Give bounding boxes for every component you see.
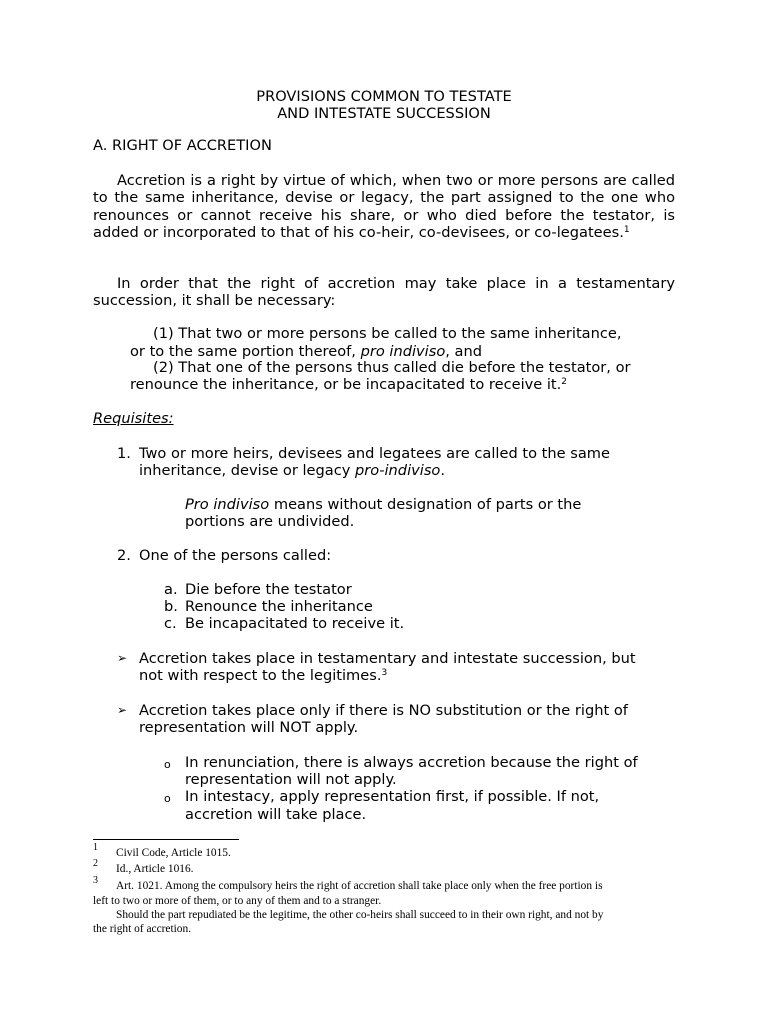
footnote-3-line-2: left to two or more of them, or to any of them and to a stranger. — [93, 895, 382, 907]
footnote-3-line-3: Should the part repudiated be the legitime, the other co-heirs shall succeed to in their own right, and not by — [116, 909, 604, 921]
sub-item-a-letter: a. — [164, 581, 178, 598]
footnote-2-text: Id., Article 1016. — [116, 863, 194, 875]
sub-item-c-letter: c. — [164, 615, 177, 632]
page-title-line-1: PROVISIONS COMMON TO TESTATE — [256, 88, 512, 105]
footnote-3-line-1: Art. 1021. Among the compulsory heirs the right of accretion shall take place only when the free portion is — [116, 880, 603, 892]
footnote-1-text: Civil Code, Article 1015. — [116, 847, 231, 859]
sub-item-c-text: Be incapacitated to receive it. — [185, 615, 405, 632]
requisite-2-text: One of the persons called: — [139, 547, 332, 564]
footnote-2-number: 2 — [93, 858, 98, 869]
page-title-line-2: AND INTESTATE SUCCESSION — [277, 105, 491, 122]
requisite-1-number: 1. — [117, 445, 131, 462]
sub-item-b-letter: b. — [164, 598, 178, 615]
sub-bullet-2-line-2: accretion will take place. — [185, 806, 367, 823]
condition-2-line-2: renounce the inheritance, or be incapacitated to receive it.$^2$ — [130, 376, 568, 393]
paragraph-conditions-intro — [93, 275, 675, 310]
paragraph-accretion-definition — [93, 172, 675, 242]
sub-item-b-text: Renounce the inheritance — [185, 598, 373, 615]
sub-bullet-1-line-1: In renunciation, there is always accretion because the right of — [185, 754, 638, 771]
bullet-2-line-2: representation will NOT apply. — [139, 719, 359, 736]
footnote-separator — [93, 839, 239, 840]
footnote-ref-1: 1 — [623, 225, 630, 236]
condition-2-line-1: (2) That one of the persons thus called die before the testator, or — [153, 359, 631, 376]
footnote-3-number: 3 — [93, 875, 98, 886]
circle-bullet-icon: o — [164, 792, 171, 805]
requisite-2-number: 2. — [117, 547, 131, 564]
section-heading: A. RIGHT OF ACCRETION — [93, 137, 272, 154]
bullet-1-line-1: Accretion takes place in testamentary and intestate succession, but — [139, 650, 636, 667]
footnote-3-line-4: the right of accretion. — [93, 923, 192, 935]
sub-bullet-2-line-1: In intestacy, apply representation first, if possible. If not, — [185, 788, 600, 805]
requisites-label: Requisites: — [93, 410, 174, 427]
requisite-1-line-1: Two or more heirs, devisees and legatees are called to the same — [139, 445, 610, 462]
requisite-1-line-2: inheritance, devise or legacy pro-indiviso. — [139, 462, 445, 479]
paragraph-text: In order that the right of accretion may take place in a testamentary succession, it shall be necessary: — [93, 275, 675, 310]
requisite-1-note-line-2: portions are undivided. — [185, 513, 355, 530]
bullet-2-line-1: Accretion takes place only if there is NO substitution or the right of — [139, 702, 628, 719]
condition-1-line-2: or to the same portion thereof, pro indiviso, and — [130, 343, 482, 360]
paragraph-text: Accretion is a right by virtue of which, when two or more persons are called to the same inheritance, devise or legacy, the part assigned to the one who renounces or cannot receive his share, or who died before the testator, is added or incorporated to that of his co-heir, co-devisees, or co-legatees. — [93, 172, 675, 242]
requisite-1-note-line-1: Pro indiviso means without designation of parts or the — [185, 496, 582, 513]
footnote-ref-2: 2 — [561, 377, 568, 387]
arrow-bullet-icon: ➢ — [117, 651, 128, 665]
sub-bullet-1-line-2: representation will not apply. — [185, 771, 397, 788]
arrow-bullet-icon: ➢ — [117, 703, 128, 717]
footnote-ref-3: 3 — [381, 668, 388, 678]
circle-bullet-icon: o — [164, 758, 171, 771]
bullet-1-line-2: not with respect to the legitimes.$^3$ — [139, 667, 388, 684]
footnote-1-number: 1 — [93, 842, 98, 853]
sub-item-a-text: Die before the testator — [185, 581, 352, 598]
condition-1-line-1: (1) That two or more persons be called to the same inheritance, — [153, 325, 622, 342]
